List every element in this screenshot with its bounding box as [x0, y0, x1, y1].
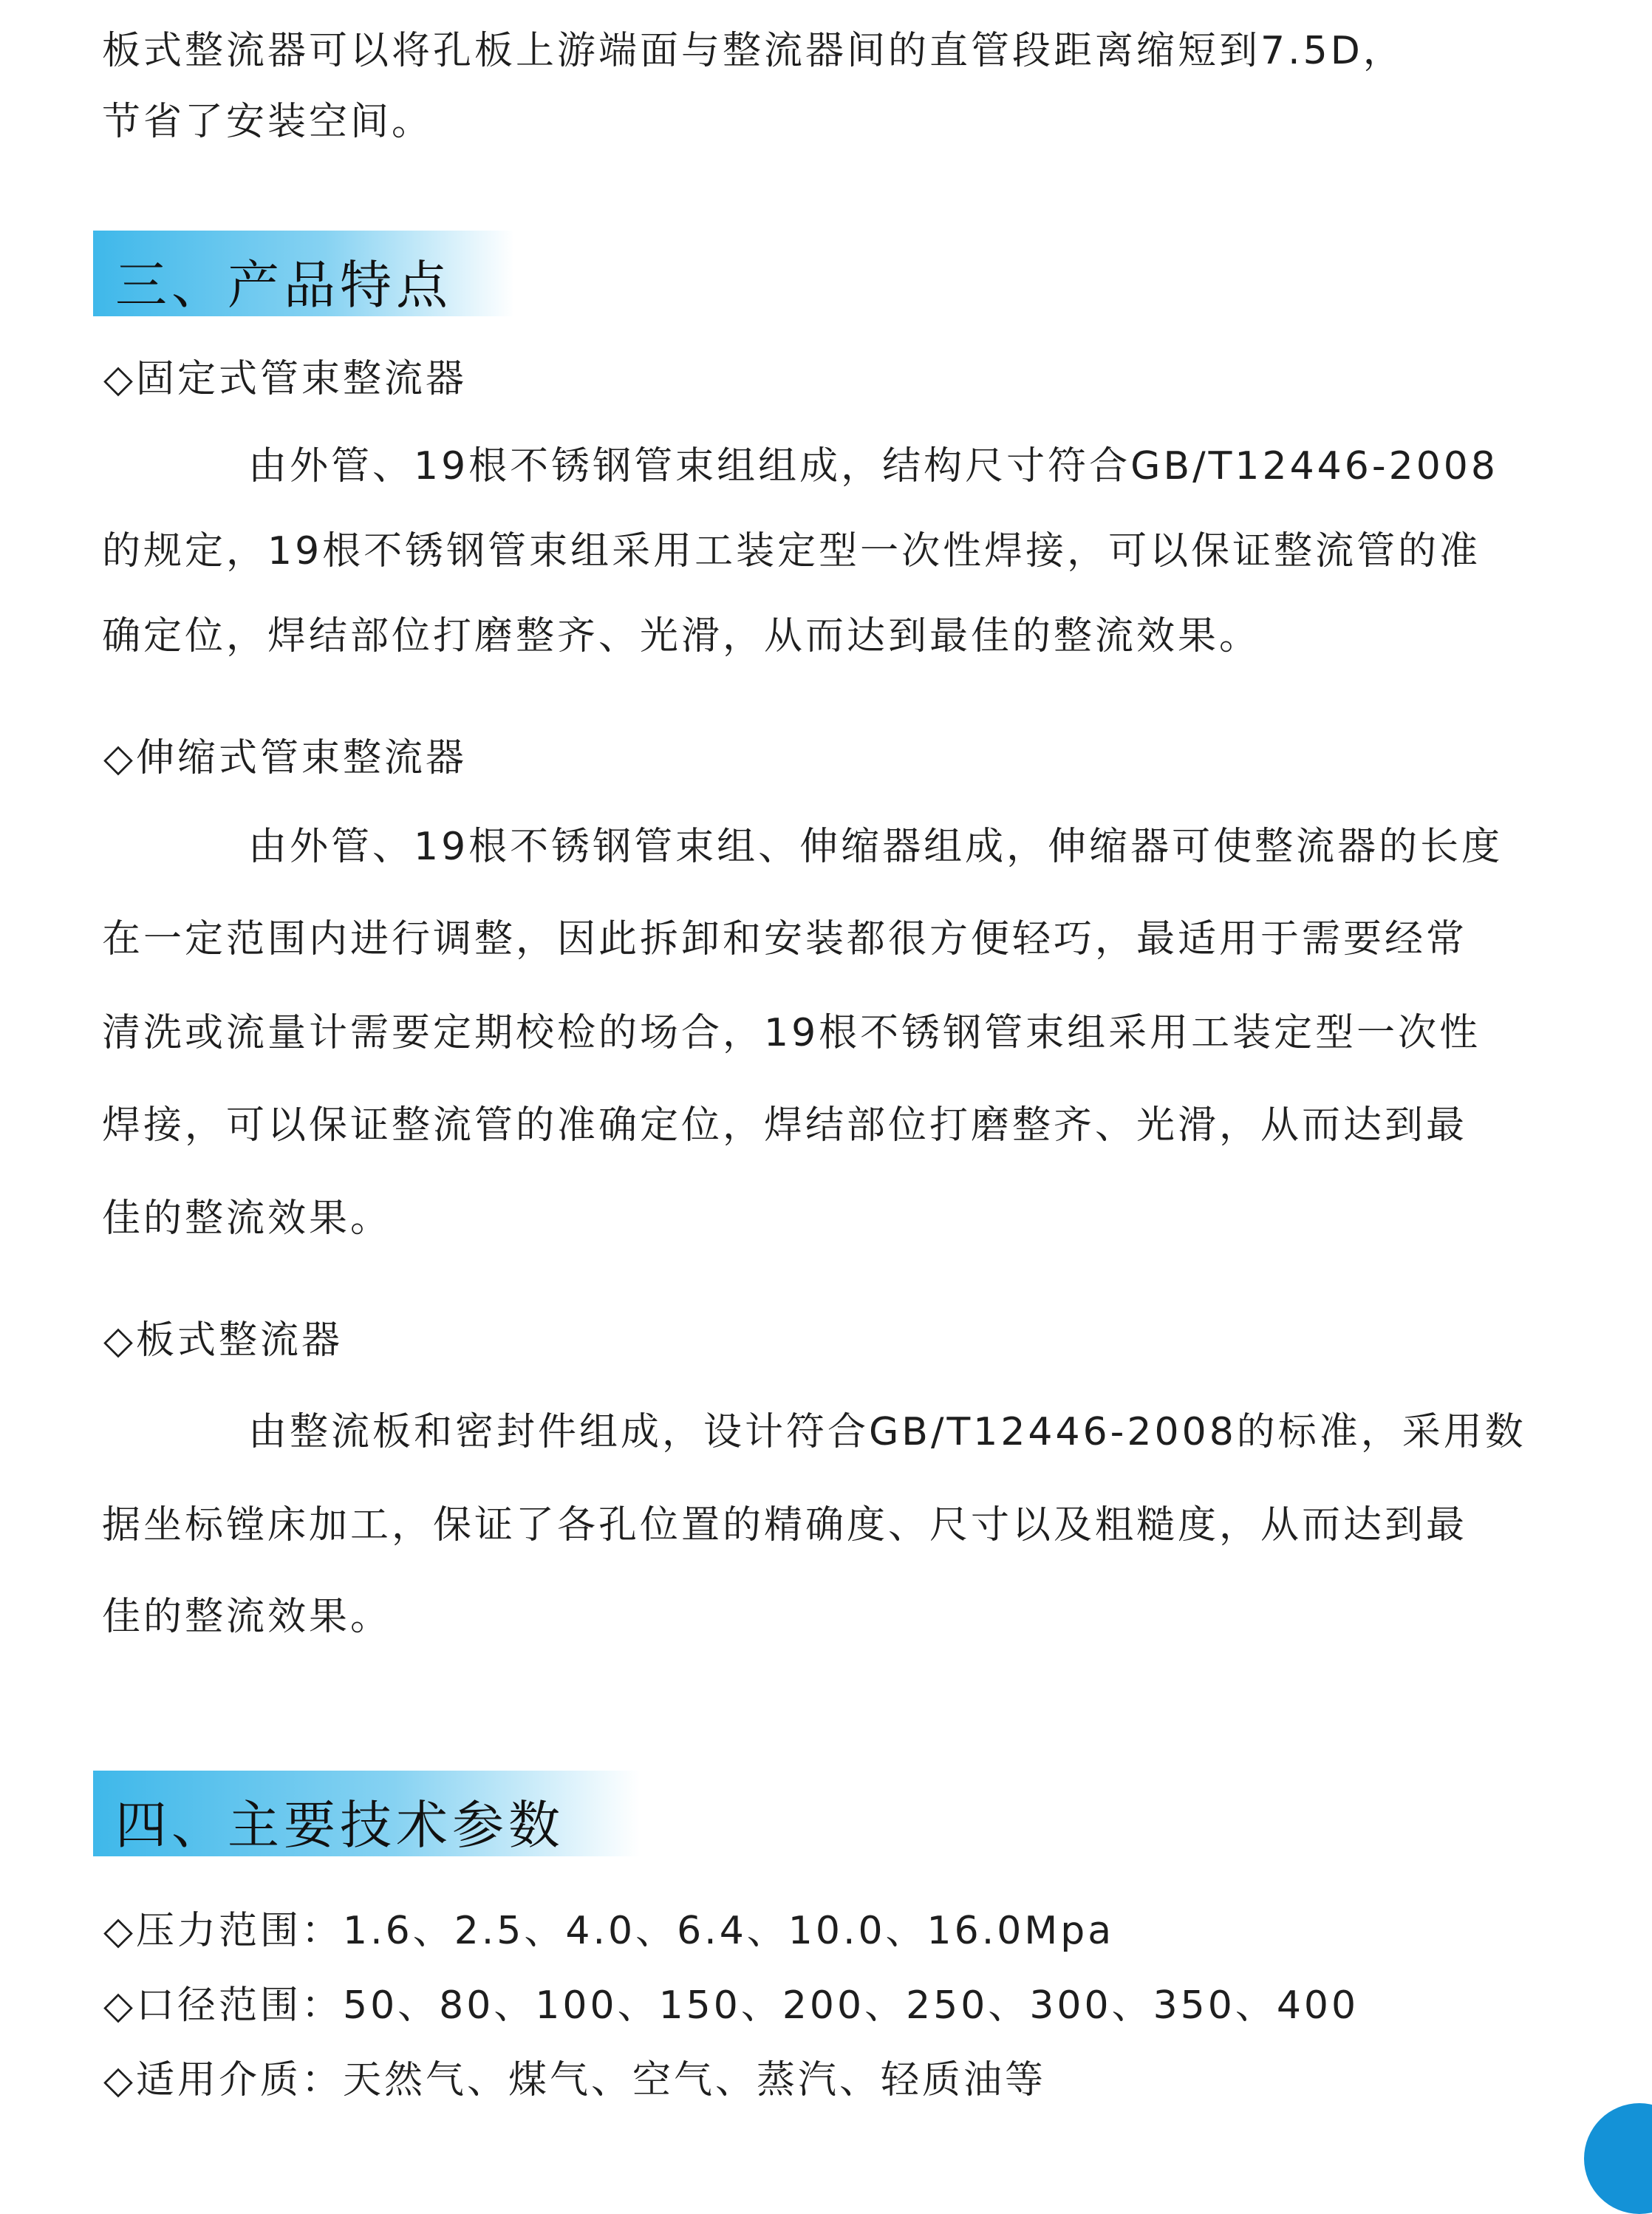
paragraph-line: 在一定范围内进行调整，因此拆卸和安装都很方便轻巧，最适用于需要经常 [102, 917, 1468, 961]
corner-badge [1584, 2103, 1652, 2214]
paragraph-line: 据坐标镗床加工，保证了各孔位置的精确度、尺寸以及粗糙度，从而达到最 [102, 1503, 1468, 1547]
paragraph-line: 的规定，19根不锈钢管束组采用工装定型一次性焊接，可以保证整流管的准 [102, 529, 1481, 573]
feature-heading: ◇固定式管束整流器 [103, 357, 467, 401]
param-line: ◇适用介质：天然气、煤气、空气、蒸汽、轻质油等 [103, 2058, 1046, 2102]
intro-line: 板式整流器可以将孔板上游端面与整流器间的直管段距离缩短到7.5D， [102, 29, 1404, 73]
paragraph-line: 由整流板和密封件组成，设计符合GB/T12446-2008的标准，采用数 [248, 1410, 1526, 1454]
intro-line: 节省了安装空间。 [102, 100, 434, 144]
feature-heading: ◇伸缩式管束整流器 [103, 736, 467, 780]
section-title-text: 四、主要技术参数 [115, 1795, 564, 1856]
paragraph-line: 确定位，焊结部位打磨整齐、光滑，从而达到最佳的整流效果。 [102, 614, 1261, 658]
section-title-params [93, 1771, 640, 1856]
paragraph-line: 由外管、19根不锈钢管束组、伸缩器组成，伸缩器可使整流器的长度 [248, 825, 1503, 869]
paragraph-line: 佳的整流效果。 [102, 1595, 392, 1639]
paragraph-line: 佳的整流效果。 [102, 1196, 392, 1241]
param-line: ◇压力范围：1.6、2.5、4.0、6.4、10.0、16.0Mpa [103, 1909, 1115, 1953]
paragraph-line: 清洗或流量计需要定期校检的场合，19根不锈钢管束组采用工装定型一次性 [102, 1011, 1481, 1055]
paragraph-line: 由外管、19根不锈钢管束组组成，结构尺寸符合GB/T12446-2008 [248, 444, 1498, 488]
param-line: ◇口径范围：50、80、100、150、200、250、300、350、400 [103, 1983, 1359, 2028]
paragraph-line: 焊接，可以保证整流管的准确定位，焊结部位打磨整齐、光滑，从而达到最 [102, 1103, 1468, 1148]
section-title-text: 三、产品特点 [115, 255, 452, 316]
feature-heading: ◇板式整流器 [103, 1318, 343, 1363]
section-title-features [93, 231, 514, 316]
